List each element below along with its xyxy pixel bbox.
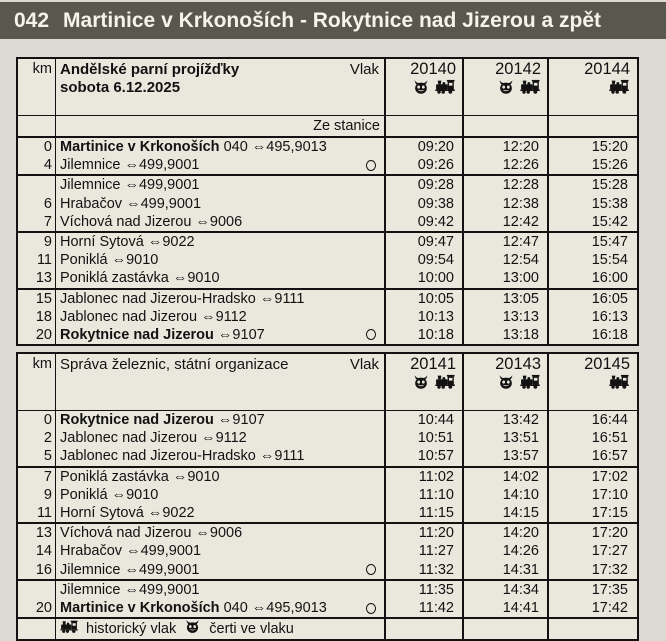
station-name: Rokytnice nad Jizerou (60, 412, 214, 429)
km-value: 20 (18, 599, 56, 617)
station-name: Jilemnice ⇔499,9001 (60, 581, 200, 598)
time-cell: 16:05 (591, 290, 628, 307)
train-header (464, 354, 549, 410)
station-row (18, 308, 637, 326)
time-cell: 14:15 (464, 504, 549, 522)
km-value (18, 581, 56, 599)
train-column-label: Vlak (349, 61, 379, 78)
km-value: 15 (18, 290, 56, 308)
time-cell: 15:54 (591, 252, 628, 269)
time-cell: 10:18 (386, 326, 464, 344)
legend-devil-slot (183, 620, 202, 639)
km-header: km (18, 59, 56, 115)
station-row (18, 269, 637, 289)
station-row (18, 599, 637, 617)
time-cell: 14:31 (464, 561, 549, 579)
station-name: Poniklá ⇔9010 (60, 486, 159, 503)
time-cell-empty (386, 619, 464, 639)
station-row (18, 504, 637, 524)
time-cell-empty (464, 619, 549, 639)
tables-container (16, 57, 639, 641)
train-number: 20140 (410, 60, 456, 78)
km-cell-empty (18, 619, 56, 639)
locomotive-icon (520, 374, 541, 389)
devil-icon (498, 375, 514, 389)
timetable-return (16, 352, 639, 641)
time-cell: 12:54 (464, 251, 549, 269)
operator-title (60, 61, 239, 97)
locomotive-icon (520, 79, 541, 94)
station-row (18, 251, 637, 269)
time-cell: 17:35 (591, 581, 628, 598)
time-cell: 09:54 (386, 251, 464, 269)
legend-historic-label: historický vlak (86, 620, 177, 637)
km-value: 0 (18, 138, 56, 156)
time-cell: 12:42 (464, 213, 549, 231)
km-value (18, 176, 56, 194)
train-header (549, 59, 636, 115)
station-row (18, 429, 637, 447)
stop-note-circle (366, 329, 376, 340)
station-cell (56, 542, 386, 560)
time-cell: 15:28 (591, 177, 628, 194)
time-cell: 16:51 (591, 430, 628, 447)
event-title: Andělské parní projížďky (60, 61, 240, 78)
time-cell: 13:51 (464, 429, 549, 447)
train-header (549, 354, 636, 410)
time-cell: 10:57 (386, 447, 464, 465)
station-route-ref: 040 ⇔495,9013 (219, 139, 327, 155)
locomotive-icon (435, 79, 456, 94)
train-header (386, 59, 464, 115)
km-value: 11 (18, 504, 56, 522)
time-cell: 11:32 (386, 561, 464, 579)
time-cell: 15:38 (591, 195, 628, 212)
outbound-rows (18, 138, 637, 344)
locomotive-icon (60, 620, 79, 633)
train-number: 20141 (410, 355, 456, 374)
time-cell: 13:18 (464, 326, 549, 344)
return-header-row (18, 354, 637, 411)
time-cell-empty (464, 116, 549, 136)
station-cell (56, 599, 386, 617)
train-number: 20142 (495, 60, 541, 78)
time-cell: 15:20 (591, 139, 628, 155)
station-name: Jilemnice ⇔499,9001 (60, 157, 200, 174)
time-cell: 16:00 (591, 270, 628, 287)
train-number: 20143 (495, 355, 541, 374)
train-icons (498, 79, 541, 94)
time-cell: 13:13 (464, 308, 549, 326)
time-cell: 16:13 (591, 308, 628, 325)
time-cell-empty (549, 116, 636, 136)
time-cell: 11:35 (386, 581, 464, 599)
legend-row (18, 617, 637, 639)
station-cell (56, 138, 386, 156)
station-name: Poniklá ⇔9010 (60, 252, 159, 269)
km-value: 13 (18, 269, 56, 287)
devil-icon (498, 80, 514, 94)
time-cell: 11:10 (386, 486, 464, 504)
station-cell (56, 468, 386, 486)
time-cell: 10:00 (386, 269, 464, 287)
station-row (18, 468, 637, 486)
station-row (18, 447, 637, 467)
station-cell (56, 524, 386, 542)
time-cell: 17:42 (591, 599, 628, 616)
station-cell (56, 251, 386, 269)
station-row (18, 176, 637, 194)
station-name: Poniklá zastávka ⇔9010 (60, 468, 220, 485)
time-cell: 15:47 (591, 233, 628, 250)
station-row (18, 233, 637, 251)
time-cell: 13:57 (464, 447, 549, 465)
station-row (18, 138, 637, 156)
time-cell: 14:34 (464, 581, 549, 599)
devil-icon (413, 375, 429, 389)
station-name: Jilemnice ⇔499,9001 (60, 561, 200, 578)
time-cell: 12:47 (464, 233, 549, 251)
km-value: 4 (18, 156, 56, 174)
station-cell (56, 176, 386, 194)
train-number: 20145 (584, 355, 630, 374)
time-cell: 09:26 (386, 156, 464, 174)
station-name: Hrabačov ⇔499,9001 (60, 543, 202, 560)
time-cell: 17:32 (591, 561, 628, 578)
time-cell: 17:10 (591, 486, 628, 503)
station-cell (56, 269, 386, 287)
time-cell: 12:28 (464, 176, 549, 194)
time-cell: 17:20 (591, 525, 628, 542)
station-name: Víchová nad Jizerou ⇔9006 (60, 525, 243, 542)
station-row (18, 213, 637, 233)
train-icons (413, 79, 456, 94)
time-cell: 12:20 (464, 138, 549, 156)
train-column-label: Vlak (349, 356, 379, 374)
km-value: 9 (18, 233, 56, 251)
station-cell (56, 156, 386, 174)
station-name: Martinice v Krkonoších (60, 599, 220, 616)
time-cell: 12:26 (464, 156, 549, 174)
km-value: 7 (18, 213, 56, 231)
time-cell: 17:27 (591, 543, 628, 560)
station-cell (56, 326, 386, 344)
station-name: Hrabačov ⇔499,9001 (60, 195, 202, 212)
time-cell: 09:47 (386, 233, 464, 251)
time-cell-empty (386, 116, 464, 136)
time-cell: 14:41 (464, 599, 549, 617)
km-value: 9 (18, 486, 56, 504)
station-cell (56, 486, 386, 504)
station-name: Jablonec nad Jizerou ⇔9112 (60, 430, 247, 447)
time-cell: 13:42 (464, 411, 549, 429)
km-value: 20 (18, 326, 56, 344)
outbound-header-row (18, 59, 637, 116)
stop-note-circle (366, 160, 376, 171)
station-row (18, 411, 637, 429)
station-row (18, 156, 637, 176)
time-cell: 09:20 (386, 138, 464, 156)
time-cell: 14:26 (464, 542, 549, 560)
time-cell: 11:42 (386, 599, 464, 617)
train-header (386, 354, 464, 410)
stop-note-circle (366, 564, 376, 575)
time-cell: 14:02 (464, 468, 549, 486)
time-cell: 14:10 (464, 486, 549, 504)
train-icons (609, 374, 630, 389)
station-row (18, 195, 637, 213)
devil-icon (413, 80, 429, 94)
train-number: 20144 (584, 60, 630, 78)
station-row (18, 524, 637, 542)
station-name: Poniklá zastávka ⇔9010 (60, 270, 220, 287)
station-name: Rokytnice nad Jizerou (60, 326, 214, 343)
page-title (0, 2, 666, 39)
station-name: Horní Sytová ⇔9022 (60, 233, 195, 250)
time-cell: 16:57 (591, 448, 628, 465)
station-name: Jablonec nad Jizerou ⇔9112 (60, 308, 247, 325)
locomotive-icon (435, 374, 456, 389)
station-name: Martinice v Krkonoších (60, 139, 220, 155)
time-cell: 14:20 (464, 524, 549, 542)
locomotive-icon (609, 79, 630, 94)
station-cell (56, 195, 386, 213)
train-icons (498, 374, 541, 389)
time-cell: 16:18 (591, 326, 628, 343)
time-cell: 11:27 (386, 542, 464, 560)
km-value: 11 (18, 251, 56, 269)
station-route-ref: ⇔9107 (213, 326, 265, 343)
station-row (18, 542, 637, 560)
station-row (18, 561, 637, 581)
km-value: 14 (18, 542, 56, 560)
station-name: Horní Sytová ⇔9022 (60, 505, 195, 521)
km-value: 13 (18, 524, 56, 542)
km-header: km (18, 354, 56, 410)
time-cell: 09:38 (386, 195, 464, 213)
operator-name: Správa železnic, státní organizace (60, 356, 289, 374)
time-cell: 15:26 (591, 157, 628, 174)
station-cell (56, 233, 386, 251)
station-cell (56, 411, 386, 429)
station-row (18, 290, 637, 308)
time-cell: 09:42 (386, 213, 464, 231)
time-cell: 15:42 (591, 213, 628, 230)
station-row (18, 326, 637, 344)
station-cell (56, 581, 386, 599)
time-cell: 10:51 (386, 429, 464, 447)
station-name: Víchová nad Jizerou ⇔9006 (60, 213, 243, 230)
station-cell (56, 290, 386, 308)
km-value: 16 (18, 561, 56, 579)
route-title: Martinice v Krkonoších - Rokytnice nad Jizerou a zpět (63, 8, 602, 32)
train-header (464, 59, 549, 115)
time-cell: 13:05 (464, 290, 549, 308)
return-rows (18, 411, 637, 617)
section-row (18, 116, 637, 138)
station-cell (56, 447, 386, 465)
station-route-ref: ⇔9107 (213, 412, 265, 429)
legend-cell (56, 619, 386, 639)
station-cell (56, 561, 386, 579)
section-label: Ze stanice (56, 116, 386, 136)
timetable-outbound (16, 57, 639, 346)
devil-icon (183, 620, 202, 633)
legend-devils-label: čerti ve vlaku (209, 620, 294, 637)
time-cell: 09:28 (386, 176, 464, 194)
km-value: 18 (18, 308, 56, 326)
time-cell: 11:15 (386, 504, 464, 522)
km-value: 5 (18, 447, 56, 465)
time-cell: 12:38 (464, 195, 549, 213)
return-title-cell (56, 354, 386, 410)
km-value: 7 (18, 468, 56, 486)
time-cell: 17:15 (591, 505, 628, 521)
station-name: Jilemnice ⇔499,9001 (60, 177, 200, 194)
km-value: 0 (18, 411, 56, 429)
station-name: Jablonec nad Jizerou-Hradsko ⇔9111 (60, 290, 305, 307)
time-cell: 13:00 (464, 269, 549, 287)
station-name: Jablonec nad Jizerou-Hradsko ⇔9111 (60, 448, 305, 465)
km-cell-empty (18, 116, 56, 136)
time-cell: 10:44 (386, 411, 464, 429)
station-cell (56, 213, 386, 231)
stop-note-circle (366, 603, 376, 614)
time-cell: 11:20 (386, 524, 464, 542)
locomotive-icon (609, 374, 630, 389)
event-date: sobota 6.12.2025 (60, 79, 181, 96)
station-cell (56, 429, 386, 447)
time-cell: 10:05 (386, 290, 464, 308)
train-icons (413, 374, 456, 389)
legend-loco-slot (60, 620, 79, 639)
outbound-title-cell (56, 59, 386, 115)
time-cell: 10:13 (386, 308, 464, 326)
time-cell: 11:02 (386, 468, 464, 486)
station-cell (56, 308, 386, 326)
station-route-ref: 040 ⇔495,9013 (219, 599, 327, 616)
time-cell: 17:02 (591, 468, 628, 485)
station-row (18, 581, 637, 599)
line-number: 042 (14, 8, 50, 32)
operator-title (60, 356, 288, 374)
km-value: 2 (18, 429, 56, 447)
time-cell: 16:44 (591, 412, 628, 429)
time-cell-empty (549, 619, 636, 639)
km-value: 6 (18, 195, 56, 213)
station-row (18, 486, 637, 504)
station-cell (56, 504, 386, 522)
train-icons (609, 79, 630, 94)
